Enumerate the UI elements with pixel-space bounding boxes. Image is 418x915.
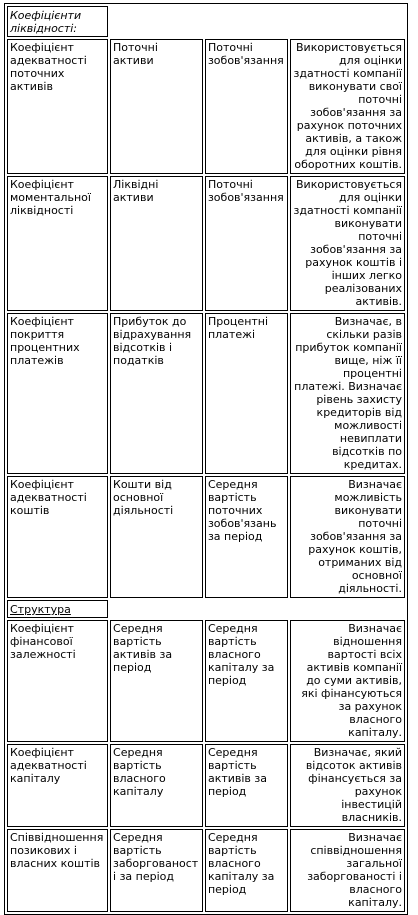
ratio-name: Коефіцієнт адекватності капіталу (7, 744, 108, 827)
ratio-denominator: Середня вартість поточних зобов'язань за період (205, 476, 288, 598)
section-header-row (7, 6, 405, 37)
blank-cell (110, 6, 405, 37)
ratio-name: Коефіцієнт фінансової залежності (7, 620, 108, 742)
ratio-description: Визначає можливість виконувати поточні зобов'язання за рахунок коштів, отриманих від основної діяльності. (290, 476, 405, 598)
section-header-row (7, 600, 405, 618)
ratio-numerator: Середня вартість активів за період (110, 620, 203, 742)
ratio-denominator: Середня вартість активів за період (205, 744, 288, 827)
ratio-description: Визначає, який відсоток активів фінансується за рахунок інвестицій власників. (290, 744, 405, 827)
ratio-name: Коефіцієнт покриття процентних платежів (7, 313, 108, 474)
ratios-table (4, 3, 408, 915)
table-row (7, 476, 405, 598)
blank-cell (110, 600, 405, 618)
ratio-numerator: Прибуток до відрахування відсотків і податків (110, 313, 203, 474)
table-row (7, 39, 405, 174)
ratio-name: Коефіцієнт адекватності поточних активів (7, 39, 108, 174)
ratio-description: Визначає, в скільки разів прибуток компанії вище, ніж її процентні платежі. Визначає рівень захисту кредиторів від можливості невиплати відсотків по кредитах. (290, 313, 405, 474)
ratio-numerator: Середня вартість заборгованості за період (110, 829, 203, 912)
ratio-denominator: Середня вартість власного капіталу за період (205, 620, 288, 742)
ratio-numerator: Поточні активи (110, 39, 203, 174)
ratio-description: Визначає відношення вартості всіх активів компанії до суми активів, які фінансуються за рахунок власного капіталу. (290, 620, 405, 742)
ratio-denominator: Процентні платежі (205, 313, 288, 474)
ratio-numerator: Кошти від основної діяльності (110, 476, 203, 598)
ratio-name: Коефіцієнт моментальної ліквідності (7, 176, 108, 311)
section-title-structure: Структура (7, 600, 108, 618)
ratio-description: Використовується для оцінки здатності компанії виконувати свої поточні зобов'язання за рахунок поточних активів, а також для оцінки рівня оборотних коштів. (290, 39, 405, 174)
ratio-description: Визначає співвідношення загальної заборгованості і власного капіталу. (290, 829, 405, 912)
ratio-numerator: Середня вартість власного капіталу (110, 744, 203, 827)
table-row (7, 620, 405, 742)
section-title-liquidity: Коефіцієнти ліквідності: (7, 6, 108, 37)
ratio-denominator: Поточні зобов'язання (205, 176, 288, 311)
table-row (7, 829, 405, 912)
ratio-numerator: Ліквідні активи (110, 176, 203, 311)
ratio-name: Коефіцієнт адекватності коштів (7, 476, 108, 598)
table-row (7, 744, 405, 827)
table-row (7, 313, 405, 474)
ratio-denominator: Поточні зобов'язання (205, 39, 288, 174)
ratio-denominator: Середня вартість власного капіталу за період (205, 829, 288, 912)
ratio-description: Використовується для оцінки здатності компанії виконувати поточні зобов'язання за рахунок коштів і інших легко реалізованих активів. (290, 176, 405, 311)
table-row (7, 176, 405, 311)
ratio-name: Співвідношення позикових і власних коштів (7, 829, 108, 912)
